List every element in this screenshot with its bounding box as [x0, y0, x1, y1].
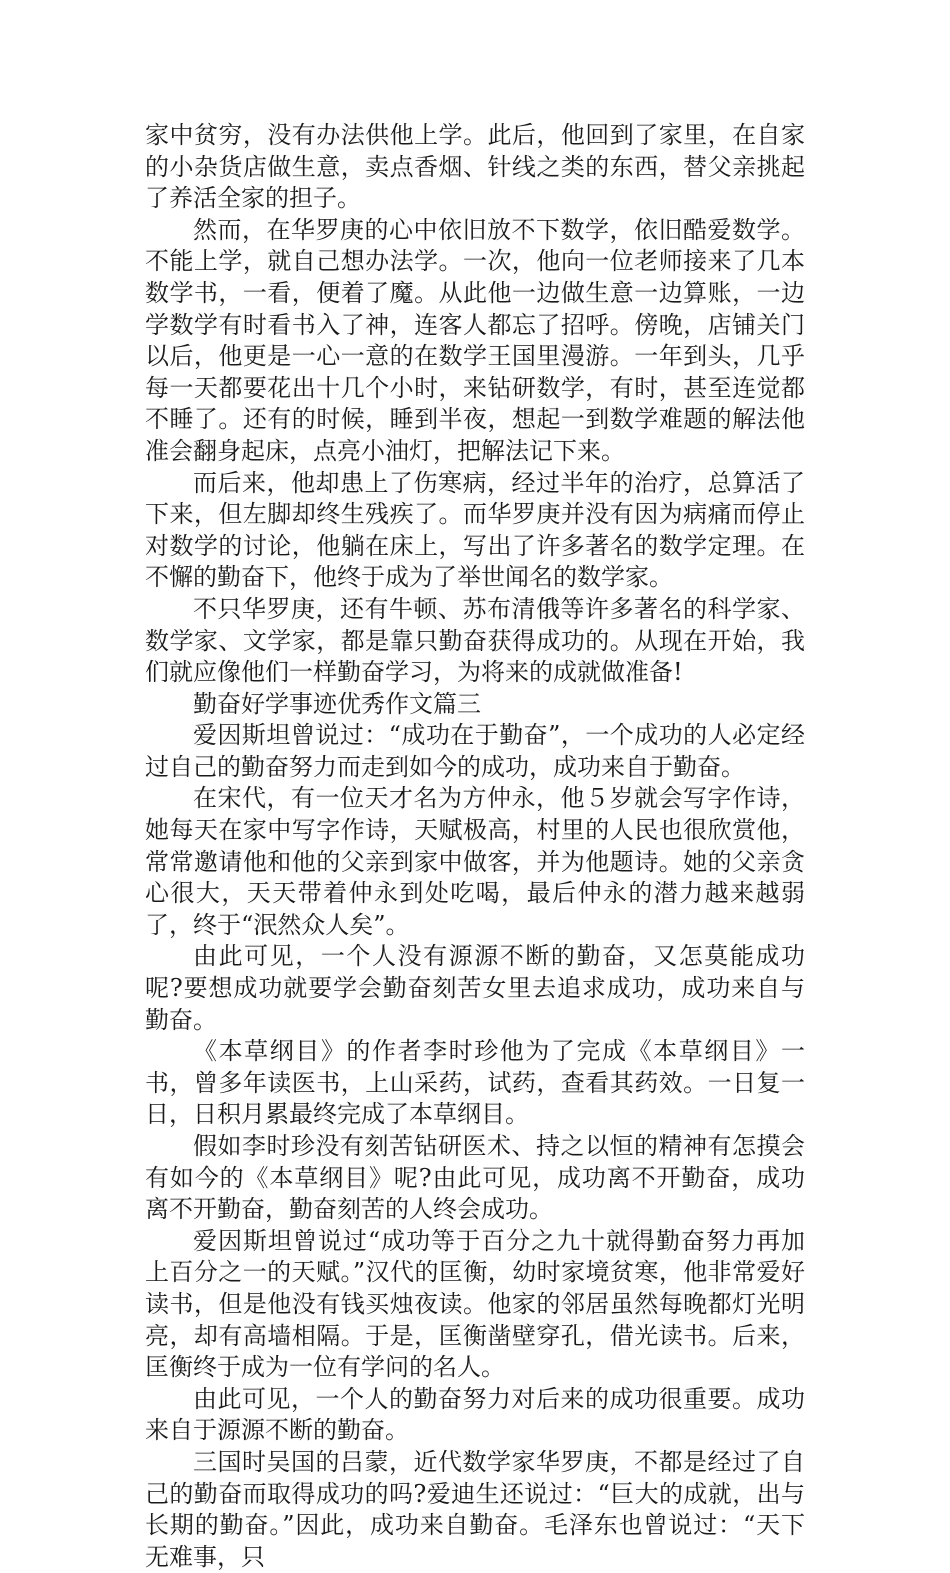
paragraph: 爱因斯坦曾说过“成功等于百分之九十就得勤奋努力再加上百分之一的天赋。”汉代的匡衡，幼时家境贫寒，他非常爱好读书，但是他没有钱买烛夜读。他家的邻居虽然每晚都灯光明亮，却有高墙相隔。于是，匡衡凿壁穿孔，借光读书。后来，匡衡终于成为一位有学问的名人。 — [145, 1226, 805, 1382]
paragraph: 由此可见，一个人的勤奋努力对后来的成功很重要。成功来自于源源不断的勤奋。 — [145, 1384, 805, 1445]
paragraph: 假如李时珍没有刻苦钻研医术、持之以恒的精神有怎摸会有如今的《本草纲目》呢?由此可见，成功离不开勤奋，成功离不开勤奋，勤奋刻苦的人终会成功。 — [145, 1132, 805, 1224]
paragraph: 然而，在华罗庚的心中依旧放不下数学，依旧酷爱数学。不能上学，就自己想办法学。一次，他向一位老师接来了几本数学书，一看，便着了魔。从此他一边做生意一边算账，一边学数学有时看书入了神，连客人都忘了招呼。傍晚，店铺关门以后，他更是一心一意的在数学王国里漫游。一年到头，几乎每一天都要花出十几个小时，来钻研数学，有时，甚至连觉都不睡了。还有的时候，睡到半夜，想起一到数学难题的解法他准会翻身起床，点亮小油灯，把解法记下来。 — [145, 215, 805, 465]
paragraph: 不只华罗庚，还有牛顿、苏布清俄等许多著名的科学家、数学家、文学家，都是靠只勤奋获得成功的。从现在开始，我们就应像他们一样勤奋学习，为将来的成就做准备! — [145, 594, 805, 687]
paragraph-continued: 家中贫穷，没有办法供他上学。此后，他回到了家里，在自家的小杂货店做生意，卖点香烟、针线之类的东西，替父亲挑起了养活全家的担子。 — [145, 121, 805, 213]
document-body — [145, 120, 805, 1573]
paragraph: 由此可见，一个人没有源源不断的勤奋，又怎莫能成功呢?要想成功就要学会勤奋刻苦女里去追求成功，成功来自与勤奋。 — [145, 942, 805, 1034]
paragraph: 在宋代，有一位天才名为方仲永，他５岁就会写字作诗，她每天在家中写字作诗，天赋极高，村里的人民也很欣赏他，常常邀请他和他的父亲到家中做客，并为他题诗。她的父亲贪心很大，天天带着仲永到处吃喝，最后仲永的潜力越来越弱了，终于“泯然众人矣”。 — [145, 784, 805, 939]
paragraph: 爱因斯坦曾说过：“成功在于勤奋”，一个成功的人必定经过自己的勤奋努力而走到如今的成功，成功来自于勤奋。 — [145, 721, 805, 781]
paragraph: 《本草纲目》的作者李时珍他为了完成《本草纲目》一书，曾多年读医书，上山采药，试药，查看其药效。一日复一日，日积月累最终完成了本草纲目。 — [145, 1037, 805, 1129]
paragraph: 而后来，他却患上了伤寒病，经过半年的治疗，总算活了下来，但左脚却终生残疾了。而华罗庚并没有因为病痛而停止对数学的讨论，他躺在床上，写出了许多著名的数学定理。在不懈的勤奋下，他终于成为了举世闻名的数学家。 — [145, 468, 805, 592]
paragraph: 三国时吴国的吕蒙，近代数学家华罗庚，不都是经过了自己的勤奋而取得成功的吗?爱迪生还说过：“巨大的成就，出与长期的勤奋。”因此，成功来自勤奋。毛泽东也曾说过：“天下无难事，只 — [145, 1447, 805, 1571]
section-heading: 勤奋好学事迹优秀作文篇三 — [193, 689, 481, 718]
